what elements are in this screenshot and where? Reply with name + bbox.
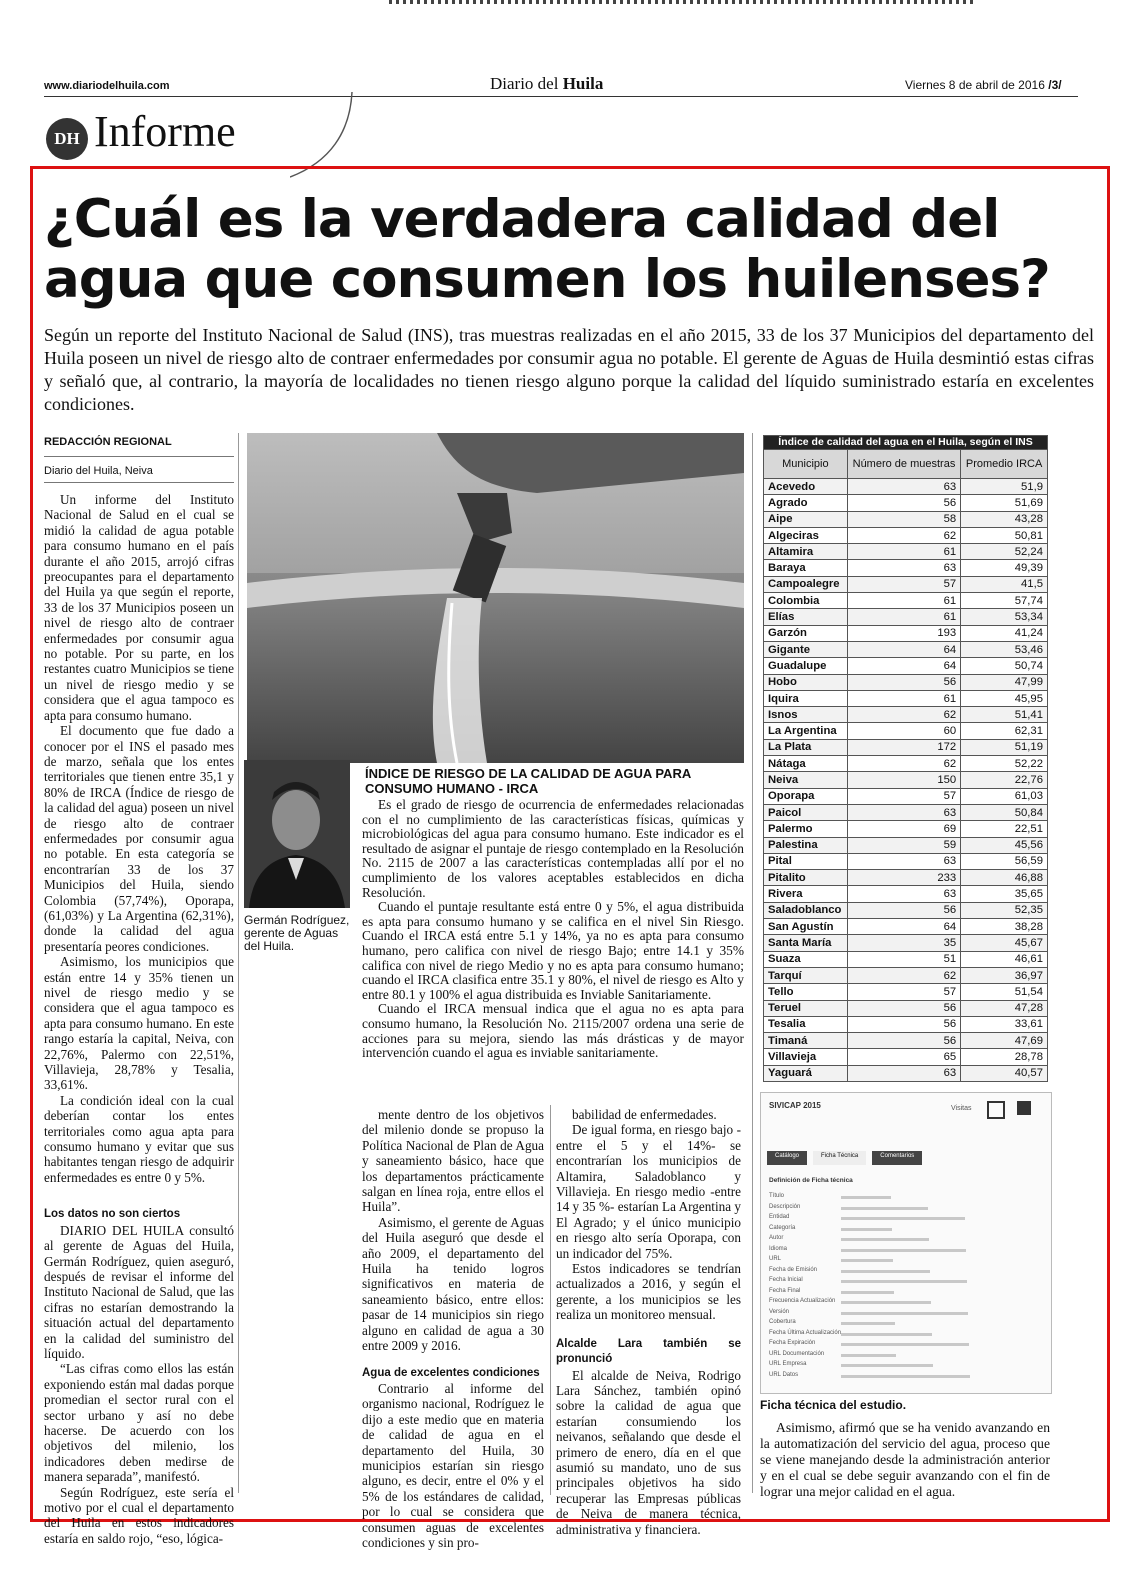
muestras-cell: 150 (847, 772, 960, 788)
tab: Comentarios (872, 1151, 922, 1165)
muestras-cell: 59 (847, 837, 960, 853)
table-row (764, 804, 1048, 820)
municipio-cell: Saladoblanco (764, 902, 848, 918)
ficha-field-label: Entidad (769, 1214, 790, 1220)
muestras-cell: 51 (847, 951, 960, 967)
irca-cell: 38,28 (961, 919, 1048, 935)
municipio-cell: Gigante (764, 641, 848, 657)
paragraph: Estos indicadores se tendrían actualizados a 2016, y según el gerente, a los municipios se les realiza un monitoreo mensual. (556, 1261, 741, 1323)
dh-logo: DH (46, 118, 88, 160)
column-divider (752, 433, 753, 1493)
table-title: Índice de calidad del agua en el Huila, según el INS (764, 436, 1048, 450)
header-rule (44, 96, 1078, 97)
table-row (764, 1033, 1048, 1049)
page-number: /3/ (1048, 78, 1062, 92)
table-row (764, 658, 1048, 674)
table-row (764, 919, 1048, 935)
paragraph: Contrario al informe del organismo nacional, Rodríguez le dijo a este medio que en materia de calidad de agua en el departamento del Huila, 30 municipios estarían sin riesgo alguno, es decir, entre el 0% y el 5% de los estándares de calidad, por lo cual se considera que consumen aguas de excelentes condiciones y sin pro- (362, 1380, 544, 1550)
paragraph: El alcalde de Neiva, Rodrigo Lara Sánchez, también opinó sobre la calidad de agua que estarían consumiendo los neivanos, señalando que desde el primero de enero, día en el que asumió su mandato, uno de sus principales objetivos ha sido recuperar las Empresas públicas de Neiva de manera técnica, administrativa y financiera. (556, 1367, 741, 1537)
ficha-field-value (841, 1364, 933, 1367)
ficha-field-value (841, 1217, 965, 1220)
municipio-cell: La Plata (764, 739, 848, 755)
column-1 (44, 492, 234, 1546)
table-row (764, 967, 1048, 983)
muestras-cell: 63 (847, 886, 960, 902)
download-icon (1017, 1101, 1031, 1115)
irca-cell: 61,03 (961, 788, 1048, 804)
irca-cell: 51,9 (961, 479, 1048, 495)
irca-cell: 53,34 (961, 609, 1048, 625)
muestras-cell: 63 (847, 479, 960, 495)
irca-cell: 57,74 (961, 593, 1048, 609)
table-row (764, 756, 1048, 772)
irca-cell: 52,22 (961, 756, 1048, 772)
table-row (764, 739, 1048, 755)
table-row (764, 772, 1048, 788)
table-header: Promedio IRCA (961, 450, 1048, 479)
table-row (764, 707, 1048, 723)
table-row (764, 1065, 1048, 1081)
municipio-cell: Isnos (764, 707, 848, 723)
site-url: www.diariodelhuila.com (44, 80, 170, 92)
municipio-cell: Suaza (764, 951, 848, 967)
muestras-cell: 61 (847, 609, 960, 625)
irca-cell: 56,59 (961, 853, 1048, 869)
ficha-field-value (841, 1333, 932, 1336)
paper-name: Diario del Huila (490, 74, 604, 93)
irca-cell: 51,19 (961, 739, 1048, 755)
table-row (764, 837, 1048, 853)
ficha-field-label: Versión (769, 1308, 790, 1315)
muestras-cell: 56 (847, 495, 960, 511)
ficha-field-label: Título (769, 1193, 785, 1199)
table-row (764, 674, 1048, 690)
table-row (764, 625, 1048, 641)
muestras-cell: 57 (847, 984, 960, 1000)
table-row (764, 935, 1048, 951)
municipio-cell: Rivera (764, 886, 848, 902)
table-row (764, 886, 1048, 902)
paragraph: Cuando el puntaje resultante está entre 0 y 5%, el agua distribuida es apta para consumo humano y se califica en el nivel Sin Riesgo. Cuando el IRCA está entre 5.1 y 14%, ya no es apta para consumo humano, pero califica con nivel de riesgo Bajo; entre 14.1 y 35% califica con nivel de riego Medio y no es apta para consumo humano; cuando el IRCA clasifica entre 35.1 y 80%, el nivel de riesgo es Alto y entre 80.1 y 100% el agua distribuida es Inviable Sanitariamente. (362, 899, 744, 1002)
column-4 (760, 1420, 1050, 1500)
table-row (764, 1049, 1048, 1065)
municipio-cell: Baraya (764, 560, 848, 576)
ficha-field-label: Autor (769, 1235, 784, 1241)
muestras-cell: 62 (847, 756, 960, 772)
muestras-cell: 172 (847, 739, 960, 755)
ficha-field-label: Descripción (769, 1203, 801, 1210)
muestras-cell: 62 (847, 527, 960, 543)
paragraph: Asimismo, afirmó que se ha venido avanzando en la automatización del servicio del agua, proceso que se viene manejando desde la administración anterior y en el cual se debe seguir avanzando con el fin de lograr una mejor calidad en el agua. (760, 1420, 1050, 1499)
municipio-cell: Villavieja (764, 1049, 848, 1065)
municipio-cell: Guadalupe (764, 658, 848, 674)
german-rodriguez-portrait (244, 760, 350, 908)
ficha-field-value (841, 1280, 967, 1283)
column-3 (556, 1107, 741, 1537)
irca-cell: 40,57 (961, 1065, 1048, 1081)
table-row (764, 544, 1048, 560)
municipio-cell: Agrado (764, 495, 848, 511)
muestras-cell: 63 (847, 1065, 960, 1081)
ficha-field-label: URL Datos (769, 1371, 799, 1378)
ficha-field-value (841, 1249, 966, 1252)
ficha-field-value (841, 1354, 896, 1357)
municipio-cell: Elías (764, 609, 848, 625)
irca-cell: 35,65 (961, 886, 1048, 902)
table-row (764, 560, 1048, 576)
irca-box-title: ÍNDICE DE RIESGO DE LA CALIDAD DE AGUA PARA CONSUMO HUMANO - IRCA (365, 766, 691, 796)
municipio-cell: Palestina (764, 837, 848, 853)
municipio-cell: Iquira (764, 690, 848, 706)
irca-cell: 22,76 (961, 772, 1048, 788)
ficha-field-value (841, 1343, 969, 1346)
paragraph: DIARIO DEL HUILA consultó al gerente de Aguas del Huila, Germán Rodríguez, quien aseguró, después de revisar el informe del Instituto Nacional de Salud, que las cifras no estarían demostrando la situación actual del departamento en la calidad del suministro del líquido. (44, 1222, 234, 1361)
table-row (764, 495, 1048, 511)
table-header: Número de muestras (847, 450, 960, 479)
municipio-cell: Nátaga (764, 756, 848, 772)
muestras-cell: 56 (847, 902, 960, 918)
municipio-cell: Tesalia (764, 1016, 848, 1032)
irca-cell: 46,88 (961, 870, 1048, 886)
ficha-field-label: Fecha Final (769, 1287, 801, 1294)
muestras-cell: 69 (847, 821, 960, 837)
paragraph: El documento que fue dado a conocer por el INS el pasado mes de marzo, señala que los entes territoriales que tienen entre 35,1 y 80% de IRCA (Índice de riesgo de la calidad del agua) poseen un nivel de riesgo alto de contraer enfermedades por consumir agua no potable. En esta categoría se encontrarían 33 de los 37 Municipios del Huila, siendo Colombia (57,74%), Oporapa, (61,03%) y La Argentina (62,31%), donde la calidad del agua presentaría peores condiciones. (44, 723, 234, 954)
paragraph: Asimismo, el gerente de Aguas del Huila aseguró que desde el año 2009, el departamento del Huila ha tenido logros significativos en materia de saneamiento básico, entre ellos: pasar de 14 municipios sin riego alguno en calidad de agua a 30 entre 2009 y 2016. (362, 1214, 544, 1354)
municipio-cell: Tello (764, 984, 848, 1000)
municipio-cell: Paicol (764, 804, 848, 820)
irca-cell: 45,56 (961, 837, 1048, 853)
home-icon (987, 1101, 1005, 1119)
ficha-field-value (841, 1259, 893, 1262)
table-row (764, 609, 1048, 625)
ficha-caption: Ficha técnica del estudio. (760, 1398, 907, 1412)
irca-cell: 51,69 (961, 495, 1048, 511)
table-row (764, 984, 1048, 1000)
muestras-cell: 57 (847, 788, 960, 804)
paragraph: babilidad de enfermedades. (572, 1107, 717, 1122)
municipio-cell: Palermo (764, 821, 848, 837)
table-row (764, 870, 1048, 886)
photo-caption: Germán Rodríguez, gerente de Aguas del Huila. (244, 913, 350, 953)
irca-cell: 33,61 (961, 1016, 1048, 1032)
table-row (764, 576, 1048, 592)
muestras-cell: 61 (847, 593, 960, 609)
tab: Catálogo (767, 1151, 807, 1165)
table-row (764, 479, 1048, 495)
irca-cell: 22,51 (961, 821, 1048, 837)
irca-cell: 50,81 (961, 527, 1048, 543)
muestras-cell: 62 (847, 967, 960, 983)
paragraph: “Las cifras como ellos las están exponiendo están mal dadas porque promedian el sector rural con el sector urbano y así no debe hacerse. De acuerdo con los objetivos del milenio, los indicadores deben medirse de manera separada”, manifestó. (44, 1361, 234, 1485)
headline: ¿Cuál es la verdadera calidad del agua que consumen los huilenses? (44, 189, 1050, 310)
ficha-section: Definición de Ficha técnica (769, 1177, 853, 1184)
muestras-cell: 63 (847, 804, 960, 820)
table-row (764, 527, 1048, 543)
irca-cell: 47,99 (961, 674, 1048, 690)
table-row (764, 821, 1048, 837)
byline-rule (44, 456, 234, 457)
ficha-field-label: URL (769, 1256, 782, 1262)
muestras-cell: 60 (847, 723, 960, 739)
municipio-cell: Campoalegre (764, 576, 848, 592)
irca-cell: 49,39 (961, 560, 1048, 576)
municipio-cell: Timaná (764, 1033, 848, 1049)
top-edge-dashes (389, 0, 974, 4)
municipio-cell: Algeciras (764, 527, 848, 543)
irca-cell: 50,84 (961, 804, 1048, 820)
ficha-visits: Visitas (951, 1105, 972, 1112)
byline-place: Diario del Huila, Neiva (44, 465, 153, 477)
paragraph: Es el grado de riesgo de ocurrencia de enfermedades relacionadas con el no cumplimiento de las características físicas, químicas y microbiológicas del agua para consumo humano. Este indicador es el resultado de asignar el puntaje de riesgo contemplado en la Resolución No. 2115 de 2007 a las características contempladas allí por el no cumplimiento de los valores aceptables establecidos en dicha Resolución. (362, 797, 744, 900)
ficha-tabs (767, 1151, 922, 1165)
table-row (764, 690, 1048, 706)
ficha-field-value (841, 1291, 894, 1294)
muestras-cell: 56 (847, 1033, 960, 1049)
irca-cell: 28,78 (961, 1049, 1048, 1065)
muestras-cell: 61 (847, 544, 960, 560)
municipio-cell: Hobo (764, 674, 848, 690)
municipio-cell: Aipe (764, 511, 848, 527)
table-row (764, 951, 1048, 967)
muestras-cell: 56 (847, 1000, 960, 1016)
municipio-cell: Tarquí (764, 967, 848, 983)
municipio-cell: Pital (764, 853, 848, 869)
ficha-header: SIVICAP 2015 (769, 1101, 821, 1110)
ficha-field-value (841, 1196, 891, 1199)
byline-rule (44, 482, 234, 483)
municipio-cell: Colombia (764, 593, 848, 609)
irca-cell: 47,69 (961, 1033, 1048, 1049)
irca-box (362, 798, 744, 1061)
irca-cell: 47,28 (961, 1000, 1048, 1016)
irca-cell: 51,54 (961, 984, 1048, 1000)
muestras-cell: 56 (847, 1016, 960, 1032)
ficha-field-value (841, 1270, 930, 1273)
lead-paragraph: Según un reporte del Instituto Nacional de Salud (INS), tras muestras realizadas en el año 2015, 33 de los 37 Municipios del departamento del Huila poseen un nivel de riesgo alto de contraer enfermedades por consumir agua no potable. El gerente de Aguas de Huila desmintió estas cifras y señaló que, al contrario, la mayoría de localidades no tienen riesgo alguno porque la calidad del líquido suministrado estaría en excelentes condiciones. (44, 325, 1094, 414)
column-divider (238, 433, 239, 1493)
municipio-cell: Acevedo (764, 479, 848, 495)
muestras-cell: 63 (847, 853, 960, 869)
irca-cell: 50,74 (961, 658, 1048, 674)
municipio-cell: Altamira (764, 544, 848, 560)
municipio-cell: Garzón (764, 625, 848, 641)
table-row (764, 1016, 1048, 1032)
table-row (764, 723, 1048, 739)
issue-date: Viernes 8 de abril de 2016 /3/ (905, 78, 1062, 92)
ficha-tecnica-screenshot (760, 1092, 1052, 1394)
irca-cell: 53,46 (961, 641, 1048, 657)
ficha-field-label: Idioma (769, 1245, 788, 1252)
table-header: Municipio (764, 450, 848, 479)
irca-cell: 41,5 (961, 576, 1048, 592)
municipio-cell: Santa María (764, 935, 848, 951)
municipio-cell: Oporapa (764, 788, 848, 804)
irca-cell: 46,61 (961, 951, 1048, 967)
paragraph: Cuando el IRCA mensual indica que el agua no es apta para consumo humano, la Resolución No. 2115/2007 ordena una serie de acciones para su mejora, siendo las más drásticas y de mayor intervención cuando el agua es inviable sanitariamente. (362, 1001, 744, 1061)
table-row (764, 593, 1048, 609)
ficha-field-label: URL Empresa (769, 1361, 807, 1367)
paragraph: mente dentro de los objetivos del milenio donde se propuso la Política Nacional de Plan de Agua y saneamiento básico, hace que los departamentos prácticamente salgan en línea roja, entre ellos el Huila”. (362, 1107, 544, 1215)
ficha-field-value (841, 1238, 929, 1241)
muestras-cell: 193 (847, 625, 960, 641)
irca-cell: 45,95 (961, 690, 1048, 706)
irca-cell: 51,41 (961, 707, 1048, 723)
byline: REDACCIÓN REGIONAL (44, 436, 172, 448)
column-2 (362, 1107, 544, 1550)
muestras-cell: 62 (847, 707, 960, 723)
irca-cell: 43,28 (961, 511, 1048, 527)
section-title: Informe (94, 107, 236, 156)
ficha-field-value (841, 1228, 892, 1231)
irca-cell: 52,35 (961, 902, 1048, 918)
ficha-field-value (841, 1322, 895, 1325)
ficha-field-label: Cobertura (769, 1319, 796, 1325)
table-row (764, 641, 1048, 657)
water-tap-photo (247, 433, 744, 763)
municipio-cell: Neiva (764, 772, 848, 788)
ficha-field-value (841, 1312, 968, 1315)
column-divider (550, 1105, 551, 1495)
subhead: Alcalde Lara también se pronunció (556, 1337, 741, 1366)
ficha-field-value (841, 1207, 928, 1210)
paragraph: Según Rodríguez, este sería el motivo por el cual el departamento del Huila en estos indicadores estaría en saldo rojo, “eso, lógica- (44, 1484, 234, 1546)
subhead: Agua de excelentes condiciones (362, 1366, 540, 1379)
irca-cell: 45,67 (961, 935, 1048, 951)
muestras-cell: 58 (847, 511, 960, 527)
paragraph: La condición ideal con la cual deberían contar los entes territoriales como agua apta para consumo humano y evitar que sus habitantes tengan riesgo de adquirir enfermedades es entre 0 y 5%. (44, 1092, 234, 1185)
municipio-cell: Yaguará (764, 1065, 848, 1081)
muestras-cell: 61 (847, 690, 960, 706)
table-row (764, 511, 1048, 527)
muestras-cell: 35 (847, 935, 960, 951)
irca-cell: 62,31 (961, 723, 1048, 739)
table-body (764, 479, 1048, 1082)
municipio-cell: Teruel (764, 1000, 848, 1016)
table-row (764, 902, 1048, 918)
muestras-cell: 233 (847, 870, 960, 886)
paragraph: Asimismo, los municipios que están entre 14 y 35% tienen un nivel de riesgo medio y se considera que el agua tampoco es apta para consumo humano. En este rango estaría la capital, Neiva, con 22,76%, Palermo con 22,51%, Villavieja, 28,78% y Tesalia, 33,61%. (44, 954, 234, 1093)
irca-cell: 41,24 (961, 625, 1048, 641)
municipio-cell: La Argentina (764, 723, 848, 739)
irca-cell: 52,24 (961, 544, 1048, 560)
ficha-field-label: Fecha Inicial (769, 1277, 803, 1283)
muestras-cell: 57 (847, 576, 960, 592)
paragraph: De igual forma, en riesgo bajo -entre el 5 y el 14%- se encontrarían los municipios de Altamira, Saladoblanco y Villavieja. En riesgo medio -entre 14 y 35 %- estarían La Argentina y El Agrado; y el único municipio en riesgo alto sería Oporapa, con un indicador del 75%. (556, 1122, 741, 1261)
muestras-cell: 65 (847, 1049, 960, 1065)
paragraph: Un informe del Instituto Nacional de Salud en el cual se midió la calidad de agua potable para consumo humano en el país durante el año 2015, arrojó cifras preocupantes para el departamento del Huila ya que según el reporte, 33 de los 37 Municipios poseen un nivel de riesgo alto de contraer enfermedades por consumir agua no potable. Por su parte, en los restantes cuatro Municipios se tiene un nivel de riesgo medio y se considera que el agua tampoco es apta para consumo humano. (44, 492, 234, 723)
muestras-cell: 63 (847, 560, 960, 576)
ficha-field-label: Frecuencia Actualización (769, 1298, 836, 1304)
ficha-field-label: Fecha Última Actualización (769, 1329, 842, 1336)
subhead: Los datos no son ciertos (44, 1208, 181, 1221)
table-row (764, 853, 1048, 869)
tab: Ficha Técnica (813, 1151, 866, 1165)
municipio-cell: Pitalito (764, 870, 848, 886)
ficha-field-value (841, 1301, 931, 1304)
muestras-cell: 64 (847, 919, 960, 935)
ficha-field-label: Categoría (769, 1224, 796, 1231)
table-row (764, 1000, 1048, 1016)
municipio-cell: San Agustín (764, 919, 848, 935)
irca-table (763, 435, 1048, 1082)
muestras-cell: 64 (847, 641, 960, 657)
ficha-field-label: Fecha Expiración (769, 1340, 816, 1346)
irca-cell: 36,97 (961, 967, 1048, 983)
table-row (764, 788, 1048, 804)
ficha-field-label: URL Documentación (769, 1350, 825, 1357)
muestras-cell: 56 (847, 674, 960, 690)
ficha-field-label: Fecha de Emisión (769, 1266, 818, 1273)
ficha-field-value (841, 1375, 970, 1378)
muestras-cell: 64 (847, 658, 960, 674)
